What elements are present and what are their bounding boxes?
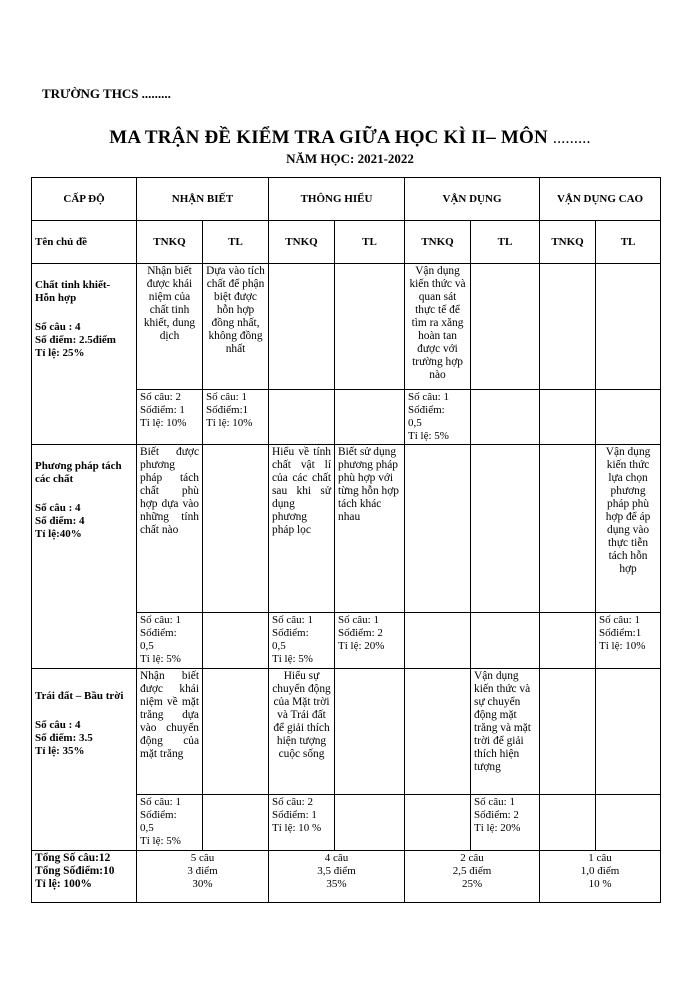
count-line: Tỉ lệ: 5% (140, 653, 181, 665)
totals-label-line: Tổng Sốđiểm:10 (35, 865, 115, 877)
topic-so-diem: Số điểm: 2.5điểm (35, 334, 116, 346)
level-total-line: 5 câu (190, 852, 215, 864)
objective-cell: Vận dụng kiến thức lựa chọn phương pháp phù hợp để áp dụng vào thực tiễn tách hỗn hợp (596, 445, 661, 613)
level-total-line: 3,5 điểm (317, 865, 356, 877)
count-line: Tỉ lệ: 5% (272, 653, 313, 665)
objective-cell: Hiểu về tính chất vật lí của các chất sau khi sử dụng phương pháp lọc (269, 445, 335, 613)
level-total-line: 1,0 điểm (580, 865, 620, 877)
level-total-line: 10 % (588, 878, 612, 890)
objective-cell: Nhận biết được khái niệm về mặt trăng dựa vào chuyển động của mặt trăng (137, 669, 203, 795)
sub-header: TNKQ (269, 221, 335, 264)
count-line: 0,5 (140, 640, 154, 652)
count-line: 0,5 (408, 417, 422, 429)
count-cell (137, 795, 203, 851)
school-year: NĂM HỌC: 2021-2022 (286, 151, 414, 166)
count-line: Số câu: 2 (272, 796, 313, 808)
count-line: Sốđiểm: 1 (140, 404, 185, 416)
topic-row (32, 264, 661, 390)
sub-header: TNKQ (137, 221, 203, 264)
count-cell (405, 390, 471, 445)
count-cell (269, 613, 335, 669)
level-total-line: 1 câu (588, 852, 612, 864)
count-cell (203, 613, 269, 669)
objective-cell: Vận dụng kiến thức và sự chuyển động mặt trăng và mặt trời để giải thích hiện tượng (471, 669, 540, 795)
count-cell (137, 390, 203, 445)
matrix-table (31, 177, 661, 903)
objective-cell (540, 669, 596, 795)
level-total (405, 851, 540, 903)
objective-cell (405, 445, 471, 613)
objective-cell (596, 669, 661, 795)
count-line: Tỉ lệ: 10% (140, 417, 187, 429)
topic-so-diem: Số điểm: 4 (35, 515, 85, 527)
topic-ti-le: Tỉ lệ:40% (35, 528, 82, 540)
count-line: Sốđiểm: 1 (272, 809, 317, 821)
topic-name: Phương pháp tách các chất (35, 460, 122, 485)
count-cell (203, 795, 269, 851)
count-line: Tỉ lệ: 5% (408, 430, 449, 442)
count-line: Sốđiểm: (408, 404, 445, 416)
level-total-line: 25% (461, 878, 483, 890)
level-total-line: 35% (326, 878, 347, 890)
count-line: Tỉ lệ: 10 % (272, 822, 322, 834)
objective-cell (335, 264, 405, 390)
count-line: Số câu: 1 (206, 391, 247, 403)
totals-row (32, 851, 661, 903)
topic-so-diem: Số điểm: 3.5 (35, 732, 93, 744)
topic-name: Chất tinh khiết- Hỗn hợp (35, 279, 111, 304)
totals-label-line: Tỉ lệ: 100% (35, 878, 92, 890)
objective-cell: Nhận biết được khái niệm của chất tinh khiết, dung dịch (137, 264, 203, 390)
count-cell (596, 613, 661, 669)
objective-cell (203, 445, 269, 613)
topic-so-cau: Số câu : 4 (35, 321, 81, 333)
count-line: Tỉ lệ: 20% (338, 640, 385, 652)
count-cell (335, 613, 405, 669)
objective-cell (471, 264, 540, 390)
count-cell (471, 795, 540, 851)
count-line: Sốđiểm: (140, 627, 177, 639)
count-line: 0,5 (272, 640, 286, 652)
level-van-dung-cao: VẬN DỤNG CAO (540, 178, 661, 221)
count-cell (596, 795, 661, 851)
objective-cell: Dựa vào tích chất để phận biệt được hỗn hợp đồng nhất, không đồng nhất (203, 264, 269, 390)
objective-cell: Hiểu sự chuyển động của Mặt trời và Trái đất để giải thích hiện tượng cuộc sống (269, 669, 335, 795)
topic-cell (32, 445, 137, 669)
level-total-line: 30% (192, 878, 213, 890)
count-line: Tỉ lệ: 5% (140, 835, 181, 847)
topic-so-cau: Số câu : 4 (35, 502, 81, 514)
objective-cell (540, 445, 596, 613)
objective-cell: Biết được phương pháp tách chất phù hợp dựa vào những tính chất nào (137, 445, 203, 613)
count-line: Số câu: 1 (140, 614, 181, 626)
count-line: Tỉ lệ: 10% (599, 640, 646, 652)
count-line: Sốđiểm: 2 (474, 809, 519, 821)
count-line: Tỉ lệ: 20% (474, 822, 521, 834)
topic-cell (32, 669, 137, 851)
level-total-line: 4 câu (324, 852, 349, 864)
objective-cell: Biết sử dụng phương pháp phù hợp với từng hỗn hợp tách khác nhau (335, 445, 405, 613)
count-line: Số câu: 2 (140, 391, 181, 403)
count-line: Sốđiểm: (272, 627, 309, 639)
count-line: Sốđiểm:1 (599, 627, 642, 639)
count-cell (405, 613, 471, 669)
objective-cell (540, 264, 596, 390)
header-row-levels (32, 178, 661, 221)
objective-cell (596, 264, 661, 390)
count-cell (540, 795, 596, 851)
sub-header: TL (471, 221, 540, 264)
topic-label: Tên chủ đề (32, 221, 137, 264)
count-line: Số câu: 1 (272, 614, 313, 626)
count-cell (335, 390, 405, 445)
level-total-line: 2,5 điểm (452, 865, 492, 877)
count-cell (596, 390, 661, 445)
count-cell (540, 613, 596, 669)
topic-name: Trái đất – Bầu trời (35, 690, 124, 702)
topic-ti-le: Tỉ lệ: 35% (35, 745, 85, 757)
count-cell (203, 390, 269, 445)
document-title (0, 127, 700, 149)
count-cell (335, 795, 405, 851)
count-line: Sốđiểm: (140, 809, 177, 821)
objective-cell (335, 669, 405, 795)
count-line: Sốđiểm:1 (206, 404, 249, 416)
topic-row (32, 445, 661, 613)
objective-cell (471, 445, 540, 613)
topic-row (32, 669, 661, 795)
count-cell (269, 390, 335, 445)
count-line: Số câu: 1 (599, 614, 640, 626)
level-total-line: 3 điểm (187, 865, 218, 877)
count-line: 0,5 (140, 822, 154, 834)
title-main: MA TRẬN ĐỀ KIỂM TRA GIỮA HỌC KÌ II– MÔN (109, 127, 548, 148)
count-cell (405, 795, 471, 851)
sub-header: TL (203, 221, 269, 264)
objective-cell (405, 669, 471, 795)
count-line: Số câu: 1 (338, 614, 379, 626)
sub-header: TNKQ (540, 221, 596, 264)
level-nhan-biet: NHẬN BIẾT (137, 178, 269, 221)
totals-label-line: Tổng Số câu:12 (35, 852, 111, 864)
count-cell (471, 390, 540, 445)
objective-cell (269, 264, 335, 390)
header-row-types (32, 221, 661, 264)
level-label: CẤP ĐỘ (32, 178, 137, 221)
sub-header: TL (335, 221, 405, 264)
count-line: Số câu: 1 (408, 391, 449, 403)
sub-header: TL (596, 221, 661, 264)
count-line: Tỉ lệ: 10% (206, 417, 253, 429)
level-total-line: 2 câu (460, 852, 484, 864)
level-total (269, 851, 405, 903)
topic-ti-le: Tỉ lệ: 25% (35, 347, 85, 359)
school-name: TRƯỜNG THCS ......... (42, 86, 171, 101)
subject-placeholder: ......... (552, 130, 591, 147)
totals-label (32, 851, 137, 903)
topic-so-cau: Số câu : 4 (35, 719, 81, 731)
count-line: Sốđiểm: 2 (338, 627, 383, 639)
topic-cell (32, 264, 137, 445)
count-line: Số câu: 1 (474, 796, 515, 808)
count-cell (137, 613, 203, 669)
level-total (137, 851, 269, 903)
count-line: Số câu: 1 (140, 796, 181, 808)
level-thong-hieu: THÔNG HIỂU (269, 178, 405, 221)
count-cell (540, 390, 596, 445)
objective-cell: Vận dụng kiến thức và quan sát thực tế để tìm ra xăng hoàn tan được với trường hợp nào (405, 264, 471, 390)
objective-cell (203, 669, 269, 795)
level-van-dung: VẬN DỤNG (405, 178, 540, 221)
count-cell (471, 613, 540, 669)
count-cell (269, 795, 335, 851)
sub-header: TNKQ (405, 221, 471, 264)
level-total (540, 851, 661, 903)
